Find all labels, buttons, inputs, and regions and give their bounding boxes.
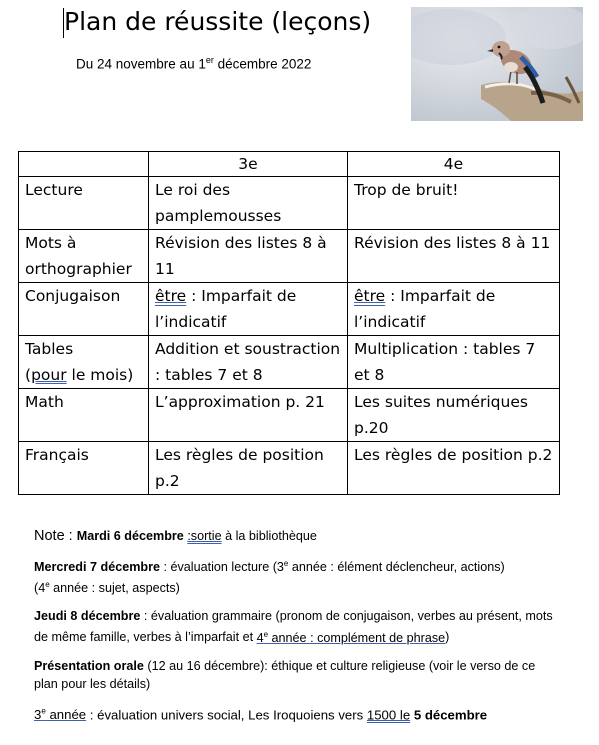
- lesson-table: [18, 151, 560, 495]
- table-row: [19, 389, 560, 442]
- grade4-cell: Multiplication : tables 7 et 8: [348, 336, 560, 389]
- grade3-cell: L’approximation p. 21: [149, 389, 348, 442]
- grade4-cell: Les règles de position p.2: [348, 442, 560, 495]
- grade4-cell: Les suites numériques p.20: [348, 389, 560, 442]
- subject-cell: Mots à orthographier: [19, 230, 149, 283]
- table-header-row: [19, 152, 560, 177]
- note-reading-eval: Mercredi 7 décembre : évaluation lecture (3e année : élément déclencheur, actions) (4e année : sujet, aspects): [34, 559, 505, 596]
- grade4-cell: Trop de bruit!: [348, 177, 560, 230]
- table-row: [19, 442, 560, 495]
- subject-cell: Conjugaison: [19, 283, 149, 336]
- table-row: [19, 283, 560, 336]
- grade3-cell: être : Imparfait de l’indicatif: [149, 283, 348, 336]
- subject-cell: Lecture: [19, 177, 149, 230]
- header-cell-4e: 4e: [348, 152, 560, 177]
- header-cell-empty: [19, 152, 149, 177]
- bird-photo: [411, 7, 583, 121]
- table-row: [19, 177, 560, 230]
- note-oral-presentation: Présentation orale (12 au 16 décembre): éthique et culture religieuse (voir le verso de ce plan pour les détails): [34, 658, 536, 691]
- table-row: [19, 336, 560, 389]
- notes-section: [34, 527, 554, 734]
- table-row: [19, 230, 560, 283]
- grade3-cell: Les règles de position p.2: [149, 442, 348, 495]
- grade3-cell: Révision des listes 8 à 11: [149, 230, 348, 283]
- date-range: Du 24 novembre au 1er décembre 2022: [76, 55, 312, 72]
- grade3-cell: Addition et soustraction : tables 7 et 8: [149, 336, 348, 389]
- subject-cell: Math: [19, 389, 149, 442]
- grade4-cell: Révision des listes 8 à 11: [348, 230, 560, 283]
- note-outing: Note : Mardi 6 décembre :sortie à la bibliothèque: [34, 528, 317, 544]
- note-social-eval: 3e année : évaluation univers social, Les Iroquoiens vers 1500 le 5 décembre: [34, 706, 488, 722]
- header-cell-3e: 3e: [149, 152, 348, 177]
- subject-cell: Français: [19, 442, 149, 495]
- page-title: Plan de réussite (leçons): [64, 7, 372, 36]
- grade3-cell: Le roi des pamplemousses: [149, 177, 348, 230]
- subject-cell: Tables (pour le mois): [19, 336, 149, 389]
- note-grammar-eval: Jeudi 8 décembre : évaluation grammaire (pronom de conjugaison, verbes au présent, mots de même famille, verbes à l’imparfait et 4e année : complément de phrase): [34, 609, 553, 645]
- grade4-cell: être : Imparfait de l’indicatif: [348, 283, 560, 336]
